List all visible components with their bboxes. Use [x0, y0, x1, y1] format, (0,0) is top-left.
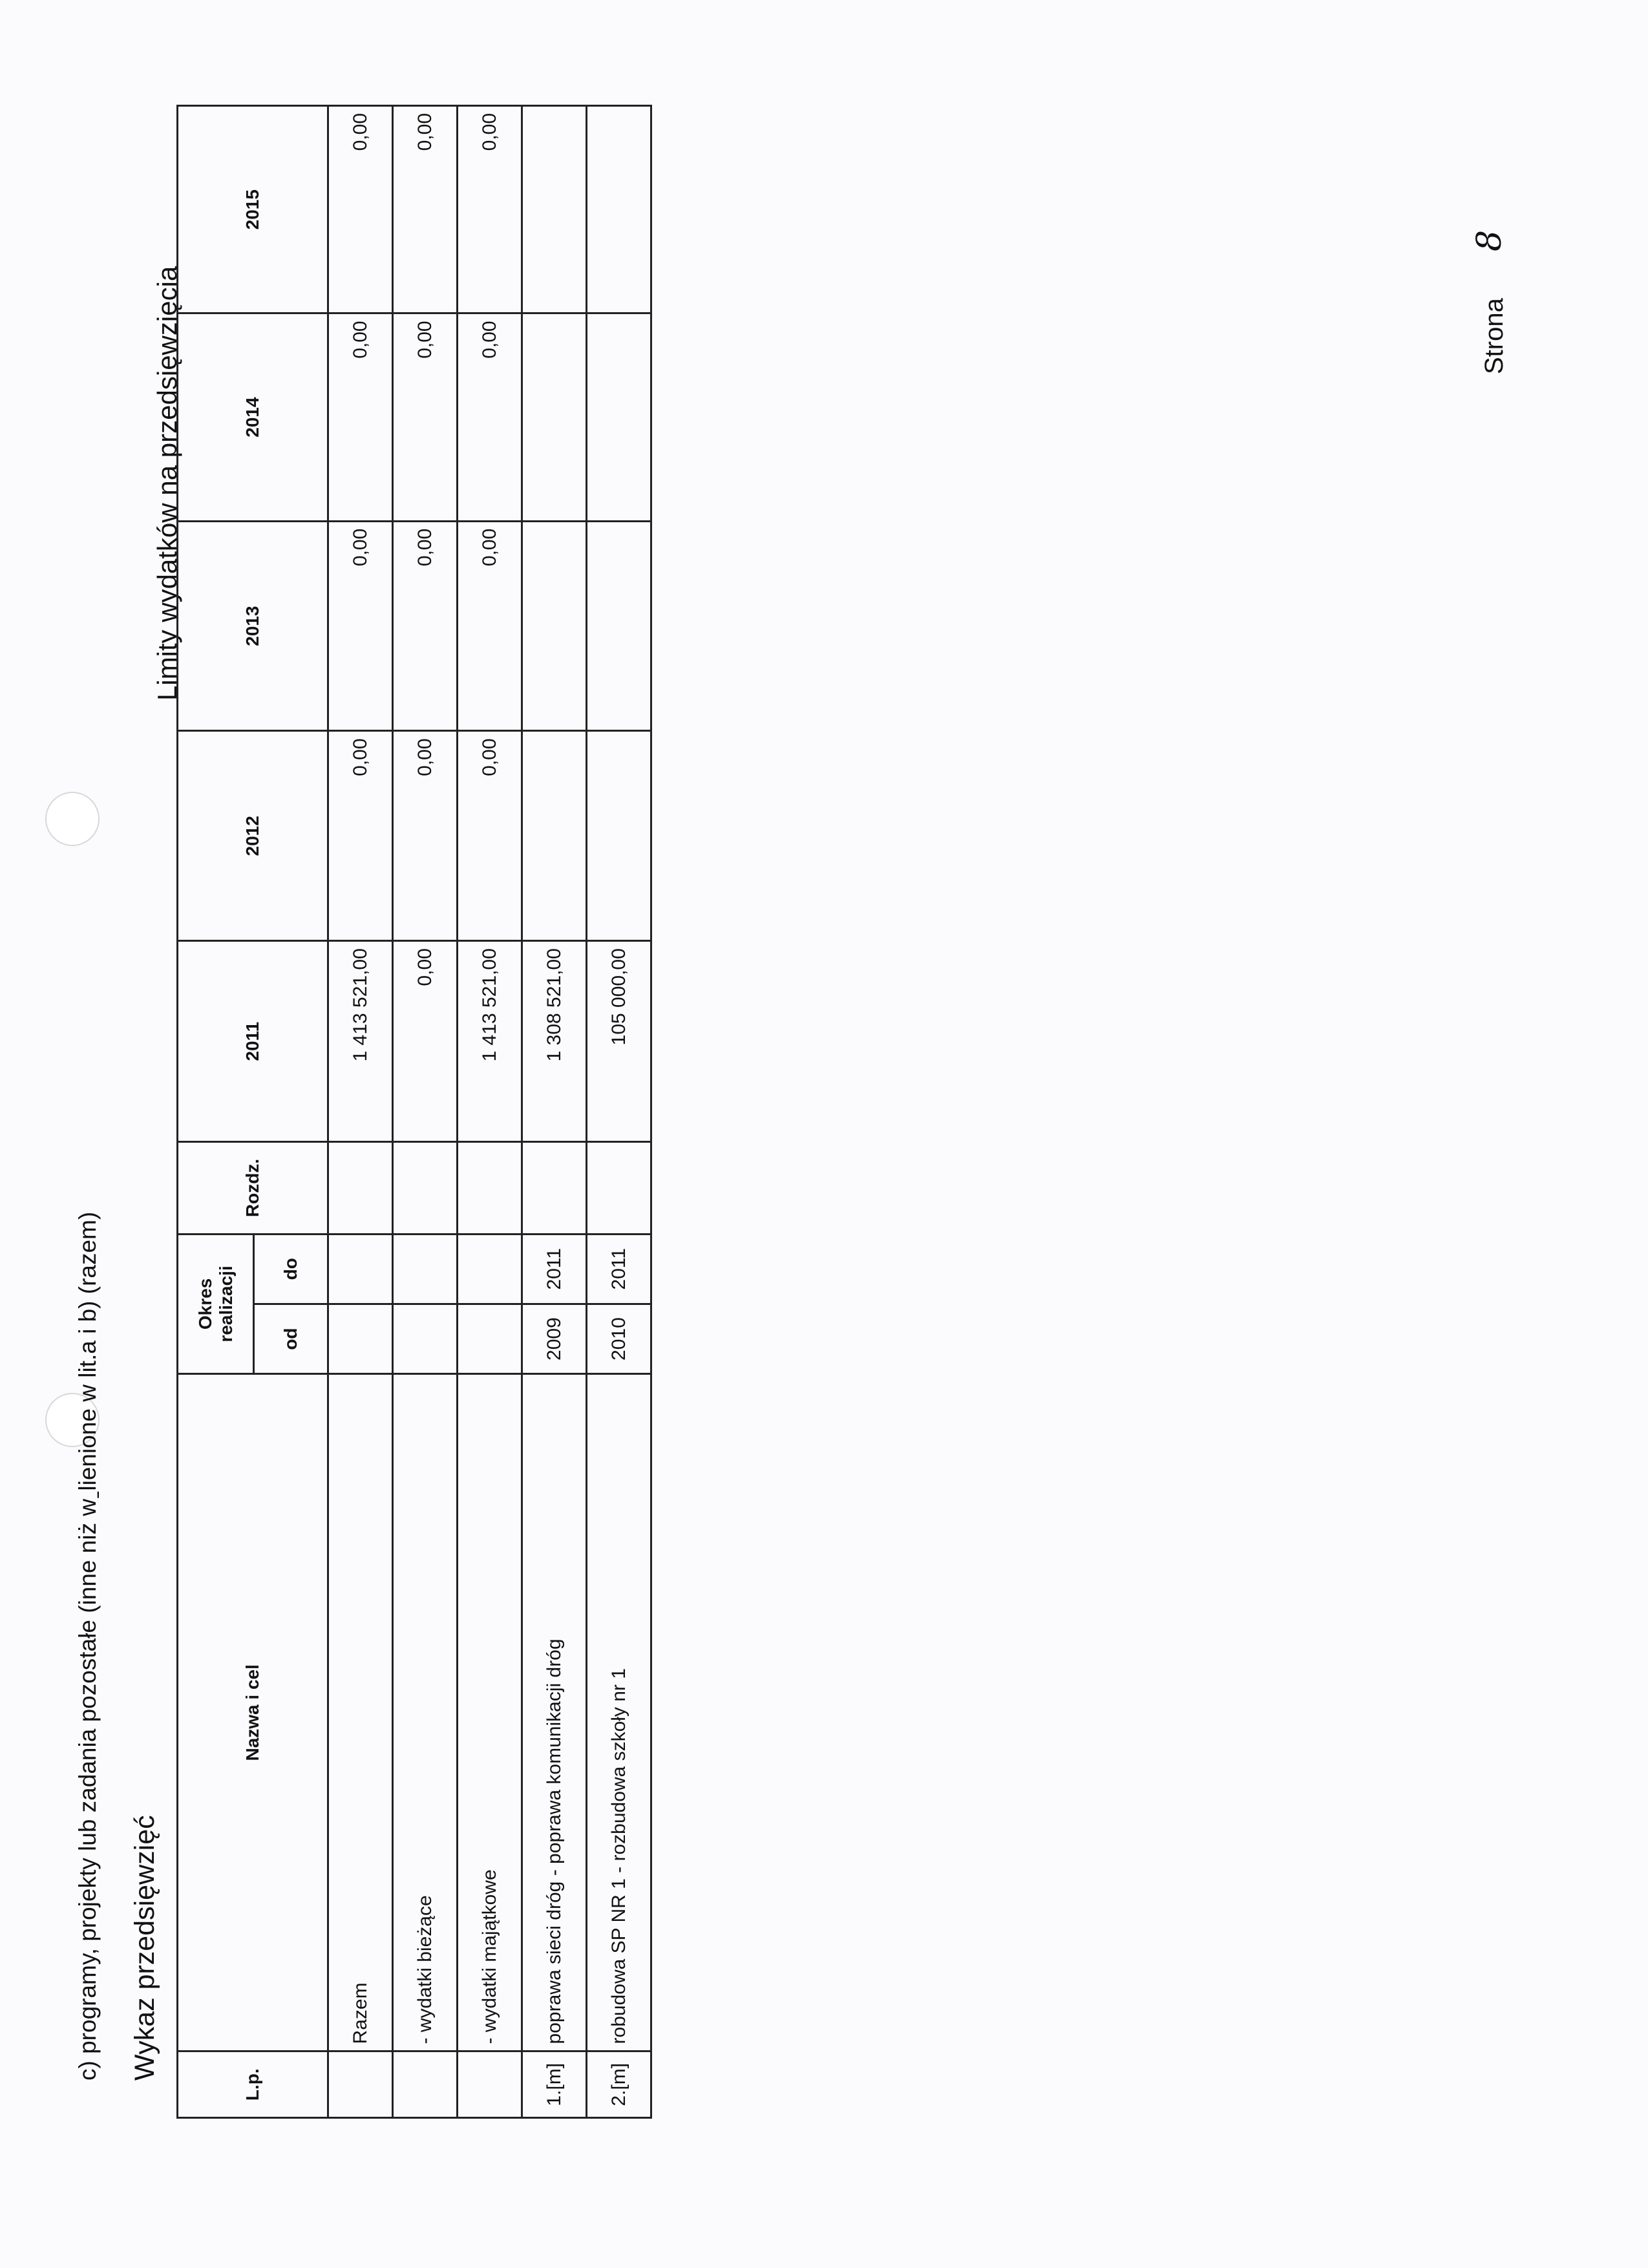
row-value-2014	[522, 313, 587, 521]
header-period: Okres realizacji	[178, 1234, 254, 1374]
row-to	[393, 1234, 458, 1304]
row-value-2011: 0,00	[393, 941, 458, 1142]
row-value-2015	[587, 106, 651, 313]
header-from: od	[254, 1304, 328, 1373]
row-value-2015: 0,00	[328, 106, 393, 313]
row-value-2012: 0,00	[458, 731, 522, 941]
row-value-2015: 0,00	[393, 106, 458, 313]
row-lp: 1.[m]	[522, 2051, 587, 2118]
row-value-2012: 0,00	[393, 731, 458, 941]
row-value-2013	[522, 521, 587, 731]
row-section	[458, 1142, 522, 1234]
row-name: - wydatki majątkowe	[458, 1374, 522, 2051]
section-heading: c) programy, projekty lub zadania pozostałe (inne niż wˍlienione w lit.a i b) (razem)	[74, 1211, 101, 2081]
row-value-2013: 0,00	[328, 521, 393, 731]
row-value-2011: 105 000,00	[587, 941, 651, 1142]
row-value-2014: 0,00	[393, 313, 458, 521]
row-value-2012	[587, 731, 651, 941]
header-year-2013: 2013	[178, 521, 328, 731]
row-section	[522, 1142, 587, 1234]
row-name: Razem	[328, 1374, 393, 2051]
header-lp: L.p.	[178, 2051, 328, 2118]
page-label: Strona	[1480, 298, 1508, 374]
header-year-2014: 2014	[178, 313, 328, 521]
row-name: poprawa sieci dróg - poprawa komunikacji dróg	[522, 1374, 587, 2051]
row-name: robudowa SP NR 1 - rozbudowa szkoły nr 1	[587, 1374, 651, 2051]
row-value-2013: 0,00	[458, 521, 522, 731]
table-row	[522, 106, 587, 2118]
row-name: - wydatki bieżące	[393, 1374, 458, 2051]
row-lp	[328, 2051, 393, 2118]
header-to: do	[254, 1234, 328, 1304]
row-lp	[458, 2051, 522, 2118]
row-value-2013	[587, 521, 651, 731]
row-lp	[393, 2051, 458, 2118]
table-row	[393, 106, 458, 2118]
row-value-2015	[522, 106, 587, 313]
header-year-2012: 2012	[178, 731, 328, 941]
row-section	[328, 1142, 393, 1234]
header-year-2011: 2011	[178, 941, 328, 1142]
table-row	[587, 106, 651, 2118]
row-value-2015: 0,00	[458, 106, 522, 313]
table-row	[458, 106, 522, 2118]
row-from	[458, 1304, 522, 1373]
row-from: 2009	[522, 1304, 587, 1373]
row-to: 2011	[522, 1234, 587, 1304]
row-to: 2011	[587, 1234, 651, 1304]
row-value-2014: 0,00	[328, 313, 393, 521]
row-section	[587, 1142, 651, 1234]
list-title: Wykaz przedsięwzięć	[129, 1815, 160, 2081]
row-value-2011: 1 413 521,00	[328, 941, 393, 1142]
row-value-2014: 0,00	[458, 313, 522, 521]
row-value-2013: 0,00	[393, 521, 458, 731]
page-number: 8	[1470, 229, 1509, 251]
table-row	[328, 106, 393, 2118]
row-value-2011: 1 413 521,00	[458, 941, 522, 1142]
header-year-2015: 2015	[178, 106, 328, 313]
row-from	[393, 1304, 458, 1373]
row-to	[458, 1234, 522, 1304]
row-lp: 2.[m]	[587, 2051, 651, 2118]
row-section	[393, 1142, 458, 1234]
row-value-2012: 0,00	[328, 731, 393, 941]
row-from: 2010	[587, 1304, 651, 1373]
row-value-2014	[587, 313, 651, 521]
header-section: Rozdz.	[178, 1142, 328, 1234]
limits-title: Limity wydatków na przedsięwzięcia	[152, 266, 182, 701]
row-value-2011: 1 308 521,00	[522, 941, 587, 1142]
header-name: Nazwa i cel	[178, 1374, 328, 2051]
row-to	[328, 1234, 393, 1304]
row-from	[328, 1304, 393, 1373]
projects-table	[176, 105, 652, 2119]
row-value-2012	[522, 731, 587, 941]
